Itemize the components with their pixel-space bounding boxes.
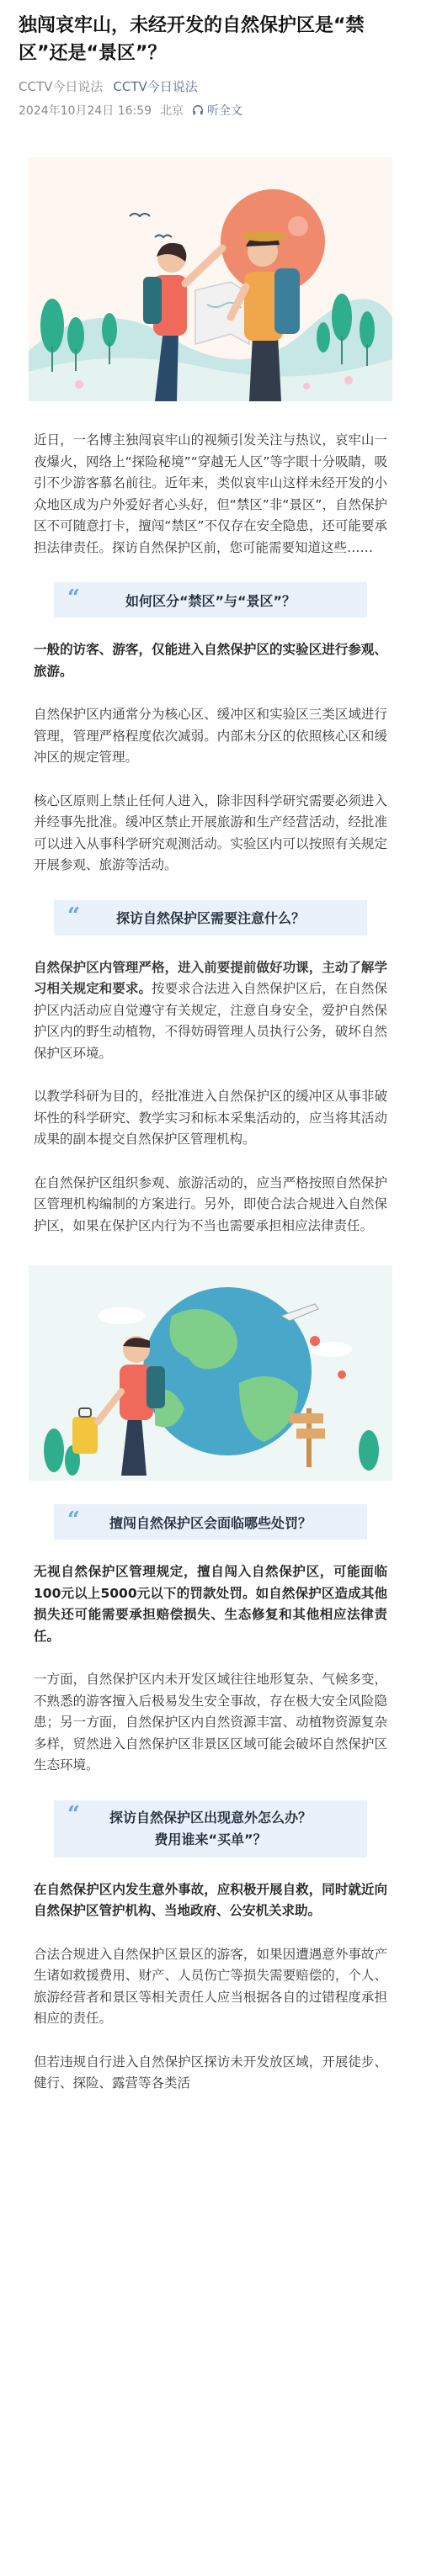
- section-3-lead: 无视自然保护区管理规定，擅自闯入自然保护区，可能面临100元以上5000元以下的罚款处罚。如自然保护区造成其他损失还可能需要承担赔偿损失、生态修复和其他相应法律责任。: [34, 1564, 387, 1644]
- section-1-paragraph: 自然保护区内通常分为核心区、缓冲区和实验区三类区域进行管理，管理严格程度依次减弱。内部未分区的依照核心区和缓冲区的规定管理。: [34, 707, 387, 765]
- section-4-paragraph: 合法合规进入自然保护区景区的游客，如果因遭遇意外事故产生诸如救援费用、财产、人员伤亡等损失需要赔偿的，个人、旅游经营者和景区等相关责任人应当根据各自的过错程度承担相应的责任。: [34, 1946, 387, 2026]
- section-heading-2: [54, 900, 367, 936]
- section-heading-4-line1: 探访自然保护区出现意外怎么办？: [109, 1809, 312, 1826]
- meta-source: CCTV今日说法: [19, 79, 104, 94]
- publish-date: 2024年10月24日 16:59: [19, 104, 152, 118]
- quote-icon: “: [67, 903, 80, 929]
- section-2-paragraph: 在自然保护区组织参观、旅游活动的，应当严格按照自然保护区管理机构编制的方案进行。另外，即使合法合规进入自然保护区，如果在保护区内行为不当也需要承担相应法律责任。: [34, 1174, 387, 1233]
- section-heading-3: [54, 1504, 367, 1540]
- section-heading-4-line2: 费用谁来“买单”？: [154, 1831, 267, 1847]
- section-heading-3-text: 擅闯自然保护区会面临哪些处罚？: [109, 1514, 312, 1531]
- section-4-paragraph: 但若违规自行进入自然保护区探访未开发放区域，开展徒步、健行、探险、露营等各类活: [34, 2054, 387, 2091]
- section-heading-2-text: 探访自然保护区需要注意什么？: [115, 910, 305, 926]
- section-2-rest: 按要求合法进入自然保护区后，在自然保护区内活动应自觉遵守有关规定，注意自身安全，爱护自然保护区内的野生动植物，不得妨碍管理人员执行公务，破坏自然保护区环境。: [34, 981, 387, 1061]
- article-title: 独闯哀牢山，未经开发的自然保护区是“禁区”还是“景区”？: [19, 15, 365, 64]
- publish-location: 北京: [160, 104, 184, 118]
- section-heading-1-text: 如何区分“禁区”与“景区”？: [125, 592, 296, 609]
- section-1-lead: 一般的访客、游客，仅能进入自然保护区的实验区进行参观、旅游。: [34, 642, 387, 679]
- section-4-lead: 在自然保护区内发生意外事故，应积极开展自救，同时就近向自然保护区管护机构、当地政府、公安机关求助。: [34, 1881, 387, 1918]
- meta-row-date: [0, 95, 421, 119]
- meta-row: [0, 67, 421, 95]
- hero-illustration-hikers: [29, 157, 392, 401]
- section-3-paragraph: 一方面，自然保护区内未开发区域往往地形复杂、气候多变，不熟悉的游客擅入后极易发生安全事故，存在极大安全风险隐患；另一方面，自然保护区内自然资源丰富、动植物资源复杂多样，贸然进入自然保护区非景区区域可能会破坏自然保护区生态环境。: [34, 1672, 387, 1773]
- intro-paragraph: 近日，一名博主独闯哀牢山的视频引发关注与热议，哀牢山一夜爆火，网络上“探险秘境”“穿越无人区”等字眼十分吸睛，吸引不少游客慕名前往。近年来，类似哀牢山这样未经开发的小众地区成为户外爱好者心头好，但“禁区”非“景区”，自然保护区不可随意打卡，擅闯“禁区”不仅存在安全隐患，还可能要承担法律责任。探访自然保护区前，您可能需要知道这些……: [34, 432, 387, 555]
- listen-label: 听全文: [207, 104, 243, 118]
- section-2-paragraph: [0, 957, 421, 1065]
- listen-button[interactable]: [192, 102, 251, 119]
- quote-icon: “: [67, 1801, 80, 1827]
- account-link[interactable]: CCTV今日说法: [113, 79, 198, 94]
- section-heading-4: [54, 1800, 367, 1858]
- section-1-paragraph: 核心区原则上禁止任何人进入，除非因科学研究需要必须进入并经事先批准。缓冲区禁止开展旅游和生产经营活动，经批准可以进入从事科学研究观测活动。实验区内可以按照有关规定开展参观、旅游等活动。: [34, 792, 387, 872]
- section-heading-1: [54, 582, 367, 617]
- illustration-traveler-globe: [29, 1265, 392, 1481]
- quote-icon: “: [67, 586, 80, 611]
- section-2-paragraph: 以教学科研为目的，经批准进入自然保护区的缓冲区从事非破坏性的科学研究、教学实习和标本采集活动的，应当将其活动成果的副本提交自然保护区管理机构。: [34, 1089, 387, 1147]
- headphone-icon: [192, 104, 204, 116]
- quote-icon: “: [67, 1508, 80, 1533]
- section-2-bold-lead: 自然保护区内管理严格，进入前要提前做好功课，主动了解学习相关规定和要求。: [34, 959, 387, 996]
